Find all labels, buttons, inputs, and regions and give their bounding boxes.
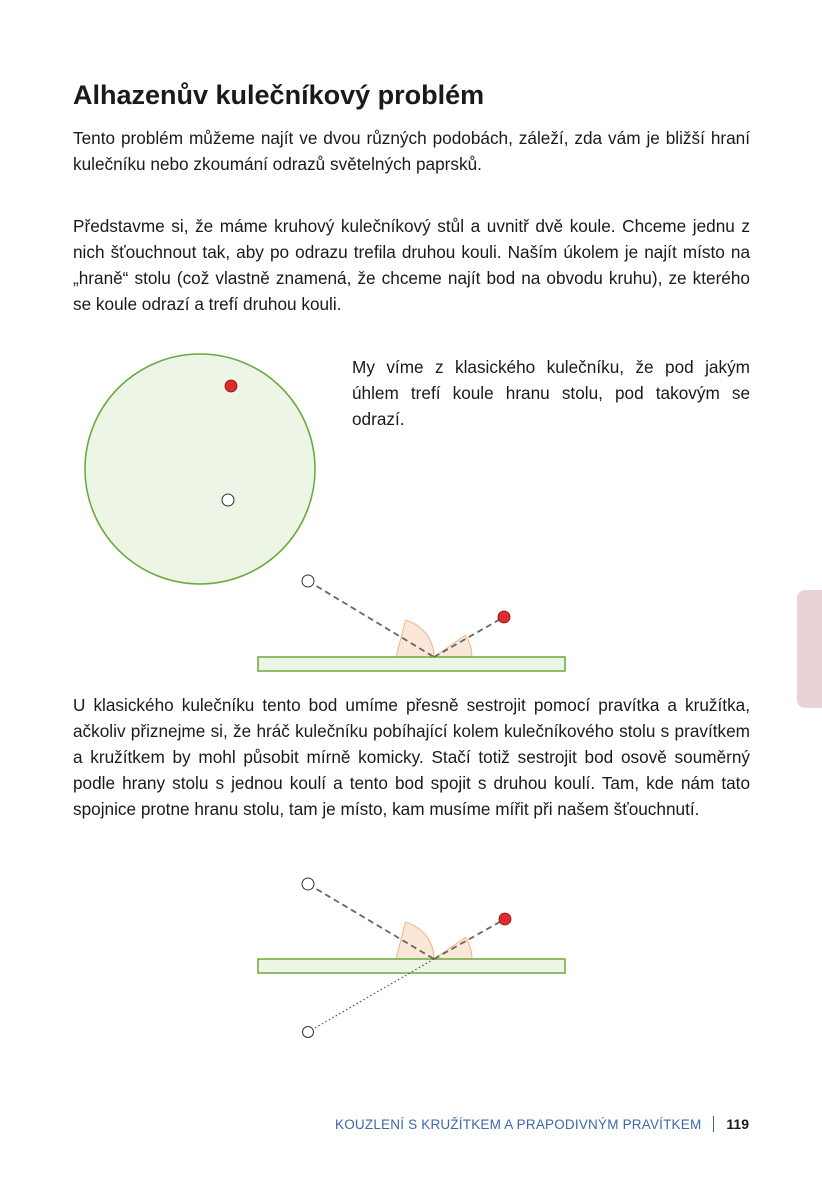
white-ball (302, 575, 314, 587)
reflection-paragraph: My víme z klasického kulečníku, že pod jakým úhlem trefí koule hranu stolu, pod takovým se odrazí. (352, 357, 750, 429)
page-number: 119 (726, 1116, 749, 1132)
white-ball (222, 494, 234, 506)
intro-paragraph: Tento problém můžeme najít ve dvou různých podobách, záleží, zda vám je bližší hraní kulečníku nebo zkoumání odrazů světelných paprsků. (73, 128, 750, 174)
red-ball (499, 913, 511, 925)
incidence-angle-arc (396, 922, 434, 959)
table-edge (258, 959, 565, 973)
circular-table (85, 354, 315, 584)
chapter-side-tab (797, 590, 822, 708)
mirrored-point (303, 1027, 314, 1038)
setup-paragraph: Představme si, že máme kruhový kulečníkový stůl a uvnitř dvě koule. Chceme jednu z nich šťouchnout tak, aby po odrazu trefila druhou kouli. Naším úkolem je najít místo na „hraně“ stolu (což vlastně znamená, že chceme najít bod na obvodu kruhu), ze kterého se koule odrazí a trefí druhou kouli. (73, 216, 750, 314)
incoming-path (308, 581, 434, 657)
construction-figure (250, 872, 570, 1042)
page-title: Alhazenův kulečníkový problém (73, 80, 485, 110)
footer-book-title: KOUZLENÍ S KRUŽÍTKEM A PRAPODIVNÝM PRAVÍTKEM (335, 1116, 702, 1132)
reflection-figure (250, 570, 570, 680)
red-ball (225, 380, 237, 392)
red-ball (498, 611, 510, 623)
incidence-angle-arc (396, 620, 434, 657)
white-ball (302, 878, 314, 890)
page-footer (335, 1114, 749, 1134)
construction-paragraph: U klasického kulečníku tento bod umíme přesně sestrojit pomocí pravítka a kružítka, ačkoliv přiznejme si, že hráč kulečníku pobíhající kolem kulečníkového stolu s pravítkem a kružítkem by mohl působit mírně komicky. Stačí totiž sestrojit bod osově souměrný podle hrany stolu s jednou koulí a tento bod spojit s druhou koulí. Tam, kde nám tato spojnice protne hranu stolu, tam je místo, kam musíme mířit při našem šťouchnutí. (73, 695, 750, 819)
table-edge (258, 657, 565, 671)
incoming-path (308, 884, 434, 959)
circular-table-figure (80, 345, 320, 595)
footer-divider (713, 1116, 714, 1132)
